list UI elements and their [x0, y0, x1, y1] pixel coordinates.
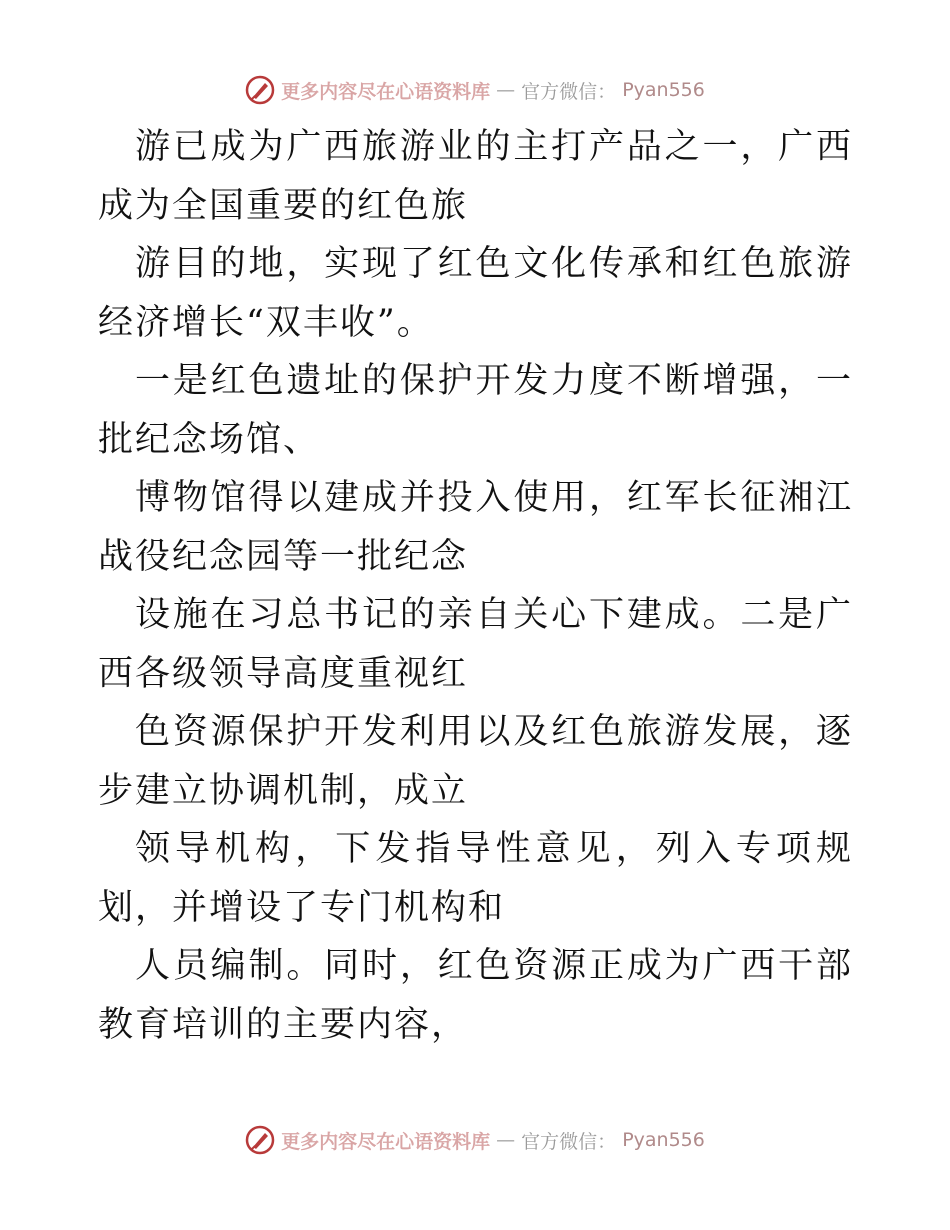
paragraph: 人员编制。同时，红色资源正成为广西干部教育培训的主要内容，	[98, 946, 853, 1045]
document-body	[98, 118, 853, 1054]
quill-pen-logo-icon	[245, 1125, 275, 1155]
paragraph: 设施在习总书记的亲自关心下建成。二是广西各级领导高度重视红	[98, 595, 853, 694]
banner-dash: —	[496, 1129, 516, 1151]
header-watermark	[0, 70, 950, 110]
paragraph: 一是红色遗址的保护开发力度不断增强，一批纪念场馆、	[98, 361, 853, 460]
quill-pen-logo-icon	[245, 75, 275, 105]
banner-wechat-label: 官方微信：	[521, 1130, 617, 1153]
banner-main-text: 更多内容尽在心语资料库	[281, 1130, 491, 1153]
banner-main-text: 更多内容尽在心语资料库	[281, 80, 491, 103]
paragraph: 博物馆得以建成并投入使用，红军长征湘江战役纪念园等一批纪念	[98, 478, 853, 577]
banner-dash: —	[496, 79, 516, 101]
banner-wechat-label: 官方微信：	[521, 80, 617, 103]
paragraph: 游目的地，实现了红色文化传承和红色旅游经济增长“双丰收”。	[98, 244, 853, 343]
footer-watermark	[0, 1120, 950, 1160]
paragraph: 色资源保护开发利用以及红色旅游发展，逐步建立协调机制，成立	[98, 712, 853, 811]
banner-wechat-id: Pyan556	[622, 1129, 705, 1151]
paragraph: 游已成为广西旅游业的主打产品之一，广西成为全国重要的红色旅	[98, 127, 853, 226]
paragraph: 领导机构，下发指导性意见，列入专项规划，并增设了专门机构和	[98, 829, 853, 928]
banner-wechat-id: Pyan556	[622, 79, 705, 101]
